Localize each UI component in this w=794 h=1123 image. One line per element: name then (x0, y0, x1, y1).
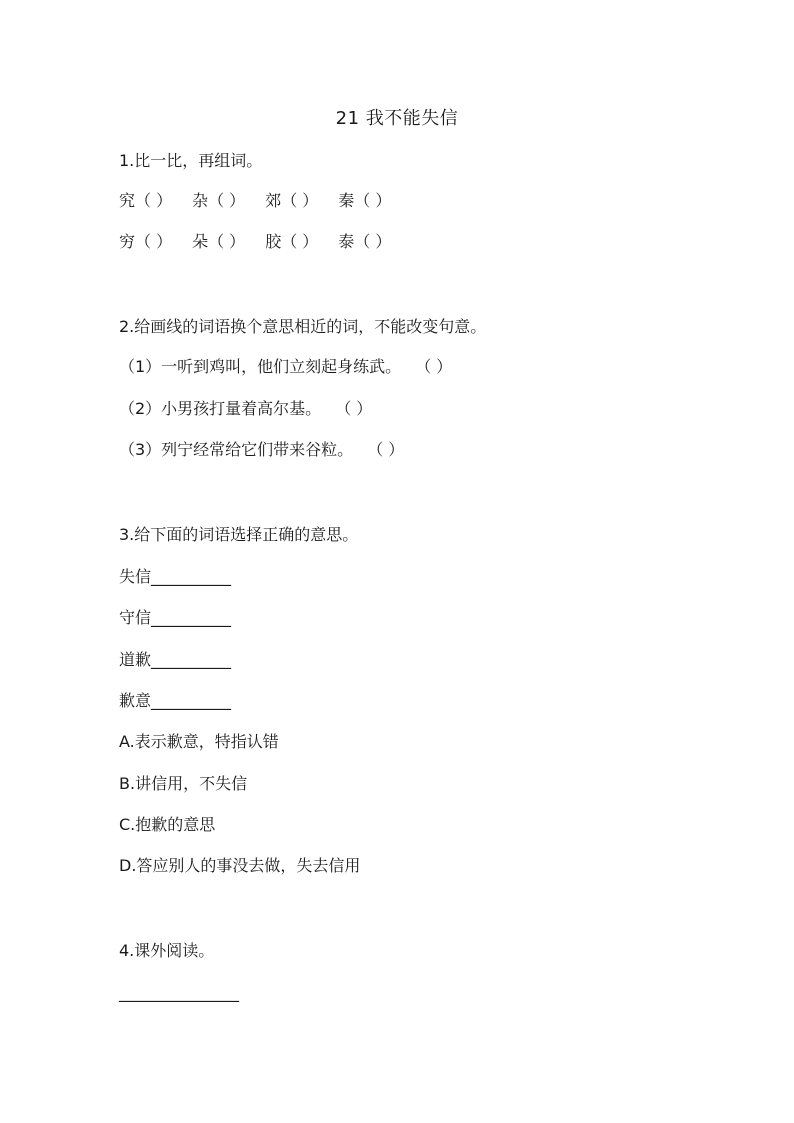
q2-item-text: （3）列宁经常给它们带来谷粒。 (119, 440, 354, 459)
q2-item-3 (119, 439, 404, 461)
q3-word-row (119, 649, 231, 671)
q3-answer-blank: __________ (151, 650, 232, 669)
q3-heading: 3.给下面的词语选择正确的意思。 (119, 525, 359, 544)
q3-word: 失信 (119, 567, 152, 586)
q3-answer-blank: __________ (151, 691, 232, 710)
q1-row-2 (119, 231, 411, 253)
q4-heading: 4.课外阅读。 (119, 941, 215, 960)
q1-row2-item: 胶（ ） (265, 232, 319, 251)
q2-item-text: （1）一听到鸡叫，他们立刻起身练武。 (119, 357, 402, 376)
q1-row1-item: 究（ ） (119, 191, 173, 210)
q2-answer-blank: （ ） (367, 440, 405, 459)
q2-item-text: （2）小男孩打量着高尔基。 (119, 399, 322, 418)
q1-row-1 (119, 190, 411, 212)
q1-row1-item: 秦（ ） (338, 191, 392, 210)
q3-word-row (119, 566, 231, 588)
q1-row2-item: 朵（ ） (192, 232, 246, 251)
q1-heading: 1.比一比，再组词。 (119, 151, 263, 170)
q1-row2-item: 穷（ ） (119, 232, 173, 251)
q3-option-a: A.表示歉意，特指认错 (119, 732, 279, 751)
q3-answer-blank: __________ (151, 567, 232, 586)
q1-row1-item: 杂（ ） (192, 191, 246, 210)
q3-word: 道歉 (119, 650, 152, 669)
page-title: 21 我不能失信 (335, 108, 459, 129)
q3-word: 守信 (119, 608, 152, 627)
q1-row2-item: 泰（ ） (338, 232, 392, 251)
q4-answer-blank: _______________ (119, 983, 239, 1002)
q1-row1-item: 郊（ ） (265, 191, 319, 210)
q3-answer-blank: __________ (151, 608, 232, 627)
q3-word-row (119, 607, 231, 629)
q2-item-2 (119, 398, 372, 420)
q2-answer-blank: （ ） (415, 357, 453, 376)
q3-word: 歉意 (119, 691, 152, 710)
q2-answer-blank: （ ） (335, 399, 373, 418)
q3-word-row (119, 690, 231, 712)
q2-item-1 (119, 356, 452, 378)
q2-heading: 2.给画线的词语换个意思相近的词，不能改变句意。 (119, 317, 487, 336)
q3-option-b: B.讲信用，不失信 (119, 774, 248, 793)
q3-option-d: D.答应别人的事没去做，失去信用 (119, 856, 361, 875)
q3-option-c: C.抱歉的意思 (119, 815, 216, 834)
